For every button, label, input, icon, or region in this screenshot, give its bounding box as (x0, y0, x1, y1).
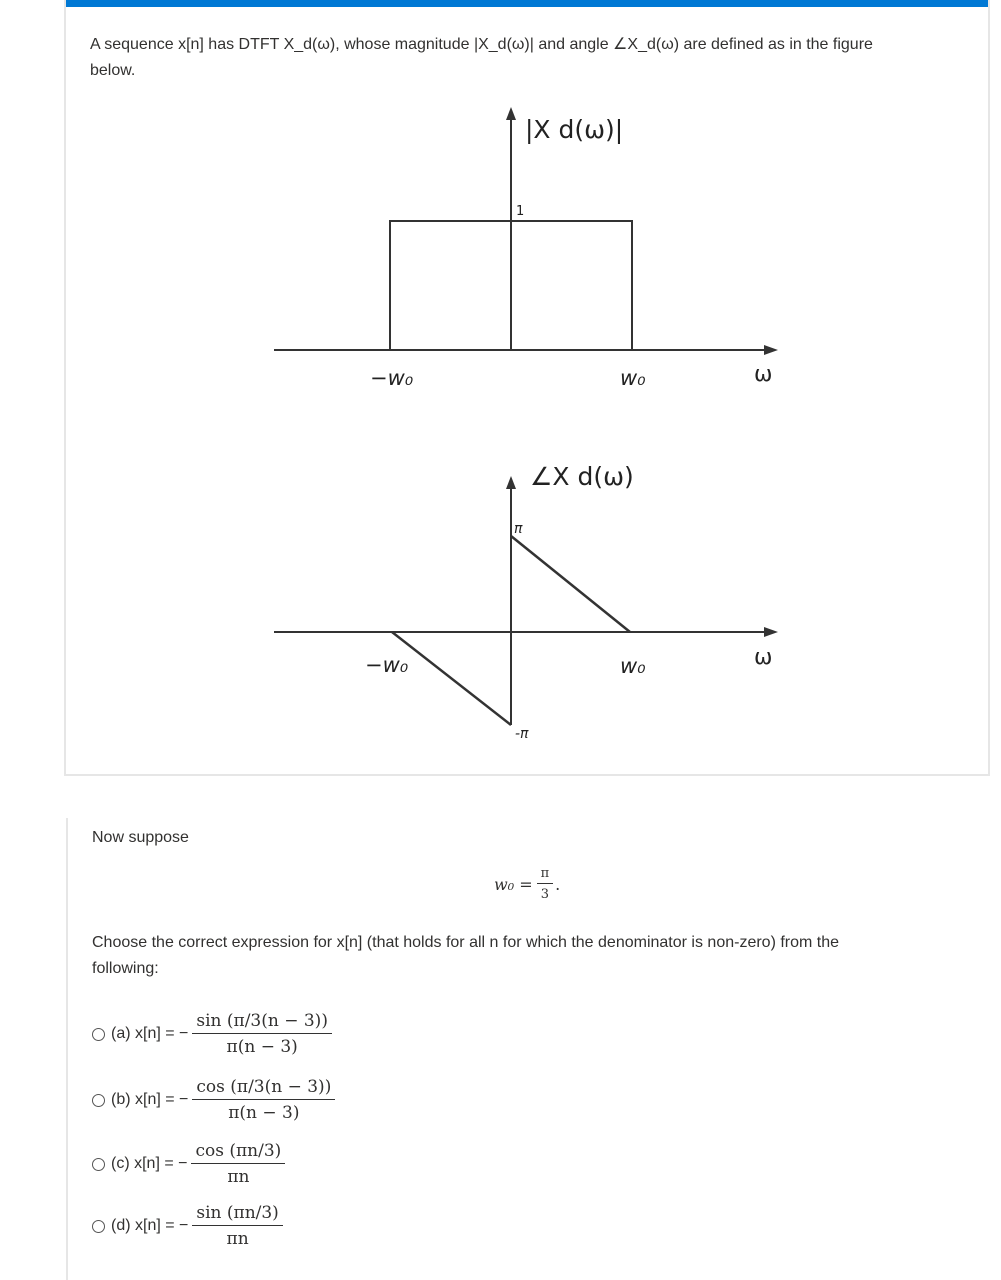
angle-negative-segment (392, 632, 511, 725)
angle-positive-segment (511, 536, 630, 632)
angle-neg-pi-label: -π (515, 726, 529, 742)
intro-line-2: below. (90, 62, 136, 79)
option-c-fraction (191, 1141, 285, 1187)
option-a-denominator: π(n − 3) (226, 1037, 298, 1057)
option-b-denominator: π(n − 3) (228, 1103, 300, 1123)
w0-equation-trail: . (555, 874, 561, 894)
angle-neg-tick-label: −w₀ (365, 653, 409, 677)
option-a[interactable] (92, 1006, 332, 1062)
question-line-1: Choose the correct expression for x[n] (that holds for all n for which the denominator is non-zero) from the (92, 934, 840, 951)
angle-pos-tick-label: w₀ (620, 654, 646, 678)
magnitude-y-arrow (506, 107, 516, 120)
w0-equation-den: 3 (540, 887, 550, 902)
angle-pi-label: π (514, 521, 523, 537)
option-d-denominator: πn (226, 1229, 249, 1249)
option-d-label: (d) x[n] = − (111, 1217, 189, 1234)
option-a-fraction (192, 1011, 332, 1057)
angle-title: ∠X d(ω) (530, 462, 634, 491)
magnitude-pos-tick-label: w₀ (620, 366, 646, 390)
option-c-radio[interactable] (92, 1158, 105, 1171)
now-suppose-text: Now suppose (92, 829, 189, 846)
magnitude-plot (274, 107, 778, 390)
option-a-radio[interactable] (92, 1028, 105, 1041)
option-b-numerator: cos (π/3(n − 3)) (192, 1077, 335, 1100)
magnitude-title: |X d(ω)| (525, 115, 624, 144)
option-b[interactable] (92, 1072, 335, 1128)
option-d[interactable] (92, 1198, 283, 1254)
magnitude-x-arrow (764, 345, 778, 355)
option-b-fraction (192, 1077, 335, 1123)
option-d-fraction (192, 1203, 282, 1249)
option-a-label: (a) x[n] = − (111, 1025, 189, 1042)
option-d-radio[interactable] (92, 1220, 105, 1233)
option-c-label: (c) x[n] = − (111, 1155, 188, 1172)
option-c-numerator: cos (πn/3) (191, 1141, 285, 1164)
magnitude-level-label: 1 (516, 204, 525, 219)
angle-axis-label: ω (754, 645, 773, 670)
w0-equation-num: π (537, 866, 554, 884)
option-a-numerator: sin (π/3(n − 3)) (192, 1011, 332, 1034)
option-c-denominator: πn (227, 1167, 250, 1187)
angle-y-arrow (506, 476, 516, 489)
magnitude-axis-label: ω (754, 362, 773, 387)
w0-equation-lhs: w₀ = (494, 874, 533, 894)
option-c[interactable] (92, 1136, 285, 1192)
question-line-2: following: (92, 960, 159, 977)
w0-equation-fraction (537, 866, 554, 902)
option-b-label: (b) x[n] = − (111, 1091, 189, 1108)
intro-line-1: A sequence x[n] has DTFT X_d(ω), whose magnitude |X_d(ω)| and angle ∠X_d(ω) are defined as in the figure (90, 36, 873, 53)
option-b-radio[interactable] (92, 1094, 105, 1107)
angle-plot (274, 462, 778, 742)
w0-equation (494, 866, 560, 902)
magnitude-neg-tick-label: −w₀ (370, 366, 414, 390)
option-d-numerator: sin (πn/3) (192, 1203, 282, 1226)
angle-x-arrow (764, 627, 778, 637)
